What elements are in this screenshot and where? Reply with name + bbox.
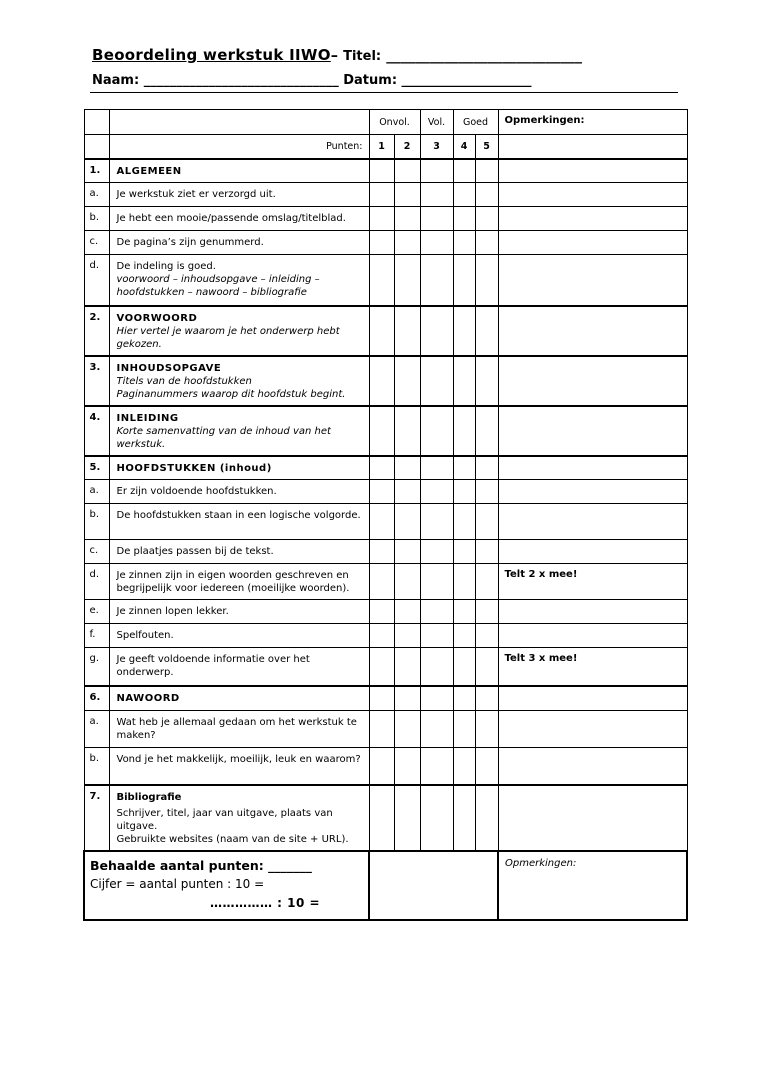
score-cell[interactable] [420, 686, 453, 711]
score-cell[interactable] [453, 785, 475, 851]
footer-score-cell[interactable] [369, 851, 498, 920]
score-cell[interactable] [420, 748, 453, 785]
section-subtitle: Titels van de hoofdstukken [116, 375, 252, 387]
score-cell[interactable] [394, 648, 420, 686]
remark-cell[interactable] [498, 785, 687, 851]
section-subtitle: Schrijver, titel, jaar van uitgave, plaats van uitgave. [116, 807, 333, 832]
totals-cell [84, 851, 369, 920]
section-row [84, 456, 687, 480]
score-cell[interactable] [420, 564, 453, 600]
section-row [84, 686, 687, 711]
score-cell[interactable] [420, 785, 453, 851]
item-letter: e. [84, 600, 109, 624]
score-cell[interactable] [369, 480, 394, 504]
remark-cell[interactable] [498, 711, 687, 748]
score-cell[interactable] [475, 255, 498, 306]
score-cell[interactable] [453, 406, 475, 456]
score-cell[interactable] [420, 456, 453, 480]
section-number: 3. [84, 356, 109, 406]
item-letter: a. [84, 480, 109, 504]
section-title-cell [109, 406, 369, 456]
score-cell[interactable] [369, 207, 394, 231]
score-cell[interactable] [394, 748, 420, 785]
cijfer-formula: Cijfer = aantal punten : 10 = [90, 876, 265, 891]
item-text: De hoofdstukken staan in een logische volgorde. [109, 504, 369, 540]
document-title: Beoordeling werkstuk IIWO [92, 46, 331, 64]
remark-cell[interactable] [498, 480, 687, 504]
assessment-table [83, 109, 688, 921]
footer-row [84, 851, 687, 920]
score-cell[interactable] [475, 711, 498, 748]
score-cell[interactable] [453, 540, 475, 564]
item-row [84, 255, 687, 306]
item-letter: d. [84, 564, 109, 600]
score-cell[interactable] [453, 504, 475, 540]
section-title: NAWOORD [109, 686, 369, 711]
score-cell[interactable] [453, 600, 475, 624]
item-text: De plaatjes passen bij de tekst. [109, 540, 369, 564]
score-cell[interactable] [394, 456, 420, 480]
item-row [84, 564, 687, 600]
col-goed: Goed [453, 110, 498, 135]
score-cell[interactable] [394, 600, 420, 624]
item-text: Je zinnen zijn in eigen woorden geschreven en begrijpelijk voor iedereen (moeilijke woorden). [109, 564, 369, 600]
score-cell[interactable] [394, 255, 420, 306]
score-cell[interactable] [420, 540, 453, 564]
score-cell[interactable] [453, 356, 475, 406]
punten-opm-cell [498, 135, 687, 159]
score-cell[interactable] [453, 159, 475, 183]
section-title: INHOUDSOPGAVE [116, 362, 222, 374]
section-title-cell [109, 356, 369, 406]
item-text: Je werkstuk ziet er verzorgd uit. [109, 183, 369, 207]
remark-cell[interactable] [498, 159, 687, 183]
item-row [84, 648, 687, 686]
item-row [84, 504, 687, 540]
score-cell[interactable] [420, 207, 453, 231]
score-cell[interactable] [420, 306, 453, 356]
score-cell[interactable] [420, 624, 453, 648]
score-cell[interactable] [475, 504, 498, 540]
score-cell[interactable] [420, 480, 453, 504]
header-divider [90, 92, 678, 93]
score-cell[interactable] [369, 748, 394, 785]
score-cell[interactable] [420, 711, 453, 748]
item-letter: b. [84, 207, 109, 231]
score-cell[interactable] [369, 686, 394, 711]
item-text: Wat heb je allemaal gedaan om het werkstuk te maken? [109, 711, 369, 748]
punten-corner-cell [84, 135, 109, 159]
section-number: 5. [84, 456, 109, 480]
section-number: 2. [84, 306, 109, 356]
score-cell[interactable] [394, 540, 420, 564]
titel-label: Titel: [343, 49, 382, 64]
section-subtitle-2: Paginanummers waarop dit hoofdstuk begint. [116, 388, 346, 400]
score-cell[interactable] [475, 785, 498, 851]
remark-cell[interactable] [498, 540, 687, 564]
score-cell[interactable] [453, 564, 475, 600]
remark-cell[interactable] [498, 306, 687, 356]
score-cell[interactable] [420, 504, 453, 540]
score-cell[interactable] [369, 564, 394, 600]
item-italic-text: voorwoord – inhoudsopgave – inleiding – hoofdstukken – nawoord – bibliografie [116, 274, 320, 298]
score-cell[interactable] [420, 231, 453, 255]
item-letter: d. [84, 255, 109, 306]
datum-field[interactable]: ____________________ [401, 73, 532, 88]
table-header-row [84, 110, 687, 135]
item-row [84, 231, 687, 255]
remark-cell[interactable] [498, 748, 687, 785]
score-cell[interactable] [394, 564, 420, 600]
score-4: 4 [453, 135, 475, 159]
item-row [84, 600, 687, 624]
section-row [84, 785, 687, 851]
item-letter: b. [84, 748, 109, 785]
score-cell[interactable] [420, 406, 453, 456]
score-cell[interactable] [475, 306, 498, 356]
score-cell[interactable] [475, 480, 498, 504]
score-cell[interactable] [394, 306, 420, 356]
remark-cell[interactable] [498, 504, 687, 540]
item-text: Je geeft voldoende informatie over het onderwerp. [109, 648, 369, 686]
score-cell[interactable] [453, 711, 475, 748]
score-cell[interactable] [475, 624, 498, 648]
item-row [84, 748, 687, 785]
section-number: 6. [84, 686, 109, 711]
score-cell[interactable] [420, 648, 453, 686]
score-cell[interactable] [453, 456, 475, 480]
score-cell[interactable] [394, 207, 420, 231]
score-cell[interactable] [475, 231, 498, 255]
section-title-cell [109, 306, 369, 356]
header-name-line [92, 73, 682, 88]
punten-label: Punten: [109, 135, 369, 159]
score-cell[interactable] [394, 406, 420, 456]
col-onvol: Onvol. [369, 110, 420, 135]
item-text: Je hebt een mooie/passende omslag/titelblad. [109, 207, 369, 231]
score-cell[interactable] [369, 711, 394, 748]
score-cell[interactable] [453, 480, 475, 504]
score-cell[interactable] [394, 686, 420, 711]
naam-field[interactable]: ______________________________ [143, 73, 339, 88]
title-dash: – [330, 48, 339, 64]
score-cell[interactable] [369, 159, 394, 183]
item-row [84, 207, 687, 231]
score-cell[interactable] [394, 159, 420, 183]
score-cell[interactable] [475, 207, 498, 231]
score-cell[interactable] [420, 600, 453, 624]
remark-cell[interactable] [498, 406, 687, 456]
score-cell[interactable] [475, 406, 498, 456]
score-cell[interactable] [369, 255, 394, 306]
section-title-cell [109, 785, 369, 851]
section-title: ALGEMEEN [109, 159, 369, 183]
score-cell[interactable] [453, 624, 475, 648]
score-cell[interactable] [453, 306, 475, 356]
item-letter: b. [84, 504, 109, 540]
score-1: 1 [369, 135, 394, 159]
score-cell[interactable] [420, 255, 453, 306]
item-row [84, 183, 687, 207]
score-cell[interactable] [453, 748, 475, 785]
score-cell[interactable] [394, 231, 420, 255]
section-subtitle-2: Gebruikte websites (naam van de site + URL). [116, 833, 349, 845]
behaalde-punten[interactable]: Behaalde aantal punten: _______ [90, 857, 312, 873]
item-letter: a. [84, 711, 109, 748]
score-cell[interactable] [394, 504, 420, 540]
remark-cell[interactable] [498, 356, 687, 406]
score-cell[interactable] [453, 231, 475, 255]
section-title: INLEIDING [116, 412, 179, 424]
score-cell[interactable] [369, 306, 394, 356]
score-3: 3 [420, 135, 453, 159]
item-letter: c. [84, 540, 109, 564]
item-text: De pagina’s zijn genummerd. [109, 231, 369, 255]
score-cell[interactable] [475, 356, 498, 406]
section-number: 1. [84, 159, 109, 183]
punten-row [84, 135, 687, 159]
footer-remarks-cell[interactable] [498, 851, 687, 920]
score-cell[interactable] [394, 624, 420, 648]
datum-label: Datum: [343, 73, 398, 88]
titel-field[interactable]: ___________________________ [386, 48, 582, 64]
score-cell[interactable] [369, 356, 394, 406]
score-cell[interactable] [369, 406, 394, 456]
item-text: De indeling is goed. [116, 261, 216, 272]
item-note: Telt 3 x mee! [498, 648, 687, 686]
score-cell[interactable] [394, 183, 420, 207]
section-title: Bibliografie [116, 791, 182, 803]
section-number: 4. [84, 406, 109, 456]
score-cell[interactable] [420, 159, 453, 183]
score-cell[interactable] [453, 255, 475, 306]
col-vol: Vol. [420, 110, 453, 135]
section-number: 7. [84, 785, 109, 851]
score-cell[interactable] [475, 648, 498, 686]
score-cell[interactable] [475, 748, 498, 785]
item-letter: g. [84, 648, 109, 686]
score-cell[interactable] [369, 540, 394, 564]
remark-cell[interactable] [498, 255, 687, 306]
section-row [84, 306, 687, 356]
cijfer-calculation[interactable]: …………… : 10 = [210, 895, 321, 910]
score-cell[interactable] [369, 231, 394, 255]
score-cell[interactable] [420, 356, 453, 406]
section-row [84, 406, 687, 456]
score-cell[interactable] [394, 711, 420, 748]
item-row [84, 624, 687, 648]
item-row [84, 480, 687, 504]
section-row [84, 159, 687, 183]
item-text-cell [109, 255, 369, 306]
item-note: Telt 2 x mee! [498, 564, 687, 600]
score-cell[interactable] [453, 207, 475, 231]
section-subtitle: Hier vertel je waarom je het onderwerp hebt gekozen. [116, 325, 340, 350]
remark-cell[interactable] [498, 624, 687, 648]
score-cell[interactable] [475, 686, 498, 711]
remark-cell[interactable] [498, 686, 687, 711]
header-corner-cell [84, 110, 109, 135]
score-cell[interactable] [475, 600, 498, 624]
section-title: HOOFDSTUKKEN (inhoud) [109, 456, 369, 480]
section-title: VOORWOORD [116, 312, 198, 324]
header-empty-cell [109, 110, 369, 135]
score-cell[interactable] [369, 456, 394, 480]
remark-cell[interactable] [498, 207, 687, 231]
score-cell[interactable] [394, 785, 420, 851]
item-text: Spelfouten. [109, 624, 369, 648]
item-letter: a. [84, 183, 109, 207]
remark-cell[interactable] [498, 183, 687, 207]
score-cell[interactable] [475, 183, 498, 207]
item-row [84, 540, 687, 564]
section-row [84, 356, 687, 406]
score-cell[interactable] [369, 183, 394, 207]
item-letter: f. [84, 624, 109, 648]
score-cell[interactable] [394, 480, 420, 504]
item-text: Er zijn voldoende hoofdstukken. [109, 480, 369, 504]
score-cell[interactable] [475, 456, 498, 480]
remark-cell[interactable] [498, 456, 687, 480]
score-5: 5 [475, 135, 498, 159]
naam-label: Naam: [92, 73, 140, 88]
score-cell[interactable] [369, 785, 394, 851]
remark-cell[interactable] [498, 231, 687, 255]
item-text: Je zinnen lopen lekker. [109, 600, 369, 624]
score-cell[interactable] [453, 686, 475, 711]
score-cell[interactable] [369, 648, 394, 686]
section-subtitle: Korte samenvatting van de inhoud van het werkstuk. [116, 425, 331, 450]
header-title-line [92, 46, 682, 64]
item-row [84, 711, 687, 748]
remark-cell[interactable] [498, 600, 687, 624]
item-text: Vond je het makkelijk, moeilijk, leuk en waarom? [109, 748, 369, 785]
score-cell[interactable] [475, 159, 498, 183]
score-cell[interactable] [369, 504, 394, 540]
score-cell[interactable] [369, 624, 394, 648]
score-cell[interactable] [420, 183, 453, 207]
score-cell[interactable] [475, 540, 498, 564]
score-cell[interactable] [369, 600, 394, 624]
score-cell[interactable] [475, 564, 498, 600]
score-cell[interactable] [394, 356, 420, 406]
score-cell[interactable] [453, 183, 475, 207]
footer-opmerkingen-label: Opmerkingen: [505, 857, 577, 869]
col-opmerkingen: Opmerkingen: [498, 110, 687, 135]
item-letter: c. [84, 231, 109, 255]
score-cell[interactable] [453, 648, 475, 686]
score-2: 2 [394, 135, 420, 159]
